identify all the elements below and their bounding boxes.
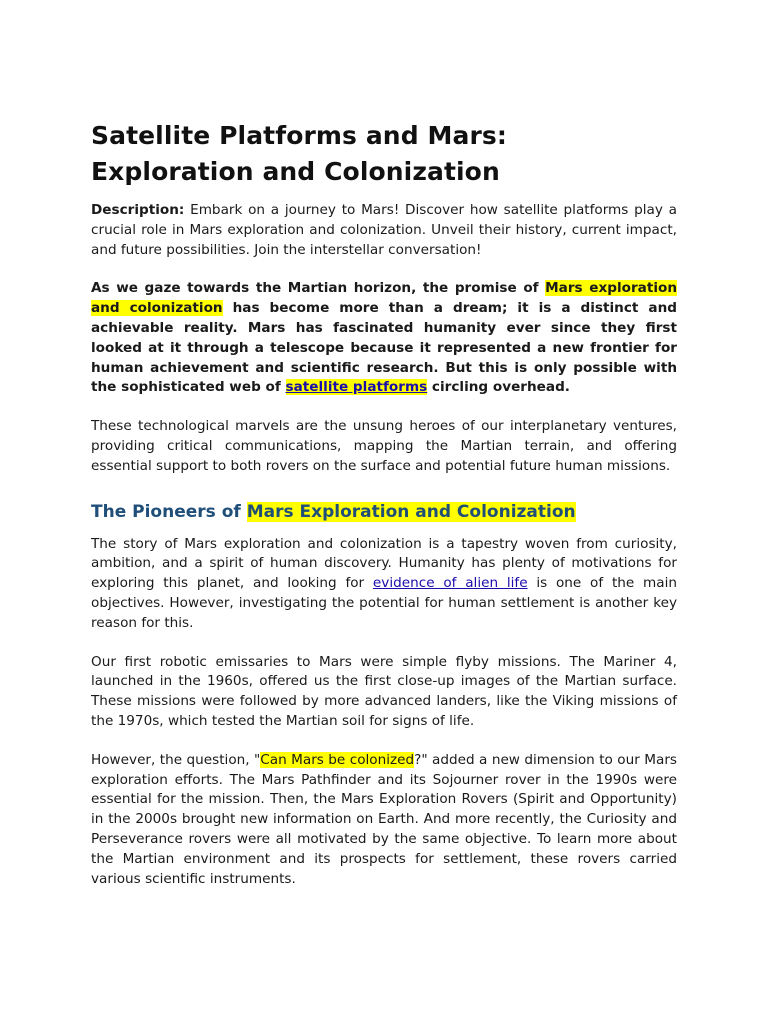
intro-paragraph [91, 279, 677, 398]
satellite-platforms-link[interactable]: satellite platforms [285, 379, 428, 396]
section-heading [91, 499, 677, 525]
section-p3-text-1: However, the question, " [91, 751, 261, 768]
section-p3-text-2: ?" added a new dimension to our Mars exploration efforts. The Mars Pathfinder and its Sojourner rover in the 1990s were essential for the mission. Then, the Mars Exploration Rovers (Spirit and Opportunity) in the 2000s brought new information on Earth. And more recently, the Curiosity and Perseverance rovers were all motivated by the same objective. To learn more about the Martian environment and its prospects for settlement, these rovers carried various scientific instruments. [91, 751, 677, 887]
intro-text-3: circling overhead. [427, 379, 570, 396]
section-p1-text-2: is one of the main objectives. However, investigating the potential for human settlement is another key reason for this. [91, 575, 677, 631]
section-paragraph-1 [91, 535, 677, 634]
section-paragraph-2: Our first robotic emissaries to Mars were simple flyby missions. The Mariner 4, launched in the 1960s, offered us the first close-up images of the Martian surface. These missions were followed by more advanced landers, like the Viking missions of the 1970s, which tested the Martian soil for signs of life. [91, 653, 677, 729]
section-p1-text-1: The story of Mars exploration and colonization is a tapestry woven from curiosity, ambition, and a spirit of human discovery. Humanity has plenty of motivations for exploring this planet, and looking for [91, 535, 677, 592]
description-paragraph [91, 201, 677, 260]
section-heading-highlight: Mars Exploration and Colonization [246, 501, 576, 522]
intro-text-1: As we gaze towards the Martian horizon, the promise of [91, 280, 546, 297]
page-title: Satellite Platforms and Mars: Exploration and Colonization [91, 121, 507, 186]
colonized-highlight: Can Mars be colonized [260, 751, 415, 768]
section-heading-prefix: The Pioneers of [91, 501, 247, 522]
document-page [91, 118, 677, 889]
section-paragraph-3 [91, 751, 677, 890]
alien-life-link[interactable]: evidence of alien life [372, 575, 528, 592]
intro-highlight: Mars exploration and colonization [91, 280, 677, 317]
paragraph-2: These technological marvels are the unsung heroes of our interplanetary ventures, providing critical communications, mapping the Martian terrain, and offering essential support to both rovers on the surface and potential future human missions. [91, 418, 677, 474]
intro-text-2: has become more than a dream; it is a distinct and achievable reality. Mars has fascinated humanity ever since they first looked at it through a telescope because it represented a new frontier for human achievement and scientific research. But this is only possible with the sophisticated web of [91, 300, 677, 396]
description-label: Description: [91, 202, 185, 218]
description-text: Embark on a journey to Mars! Discover how satellite platforms play a crucial role in Mars exploration and colonization. Unveil their history, current impact, and future possibilities. Join the interstellar conversation! [91, 202, 677, 258]
